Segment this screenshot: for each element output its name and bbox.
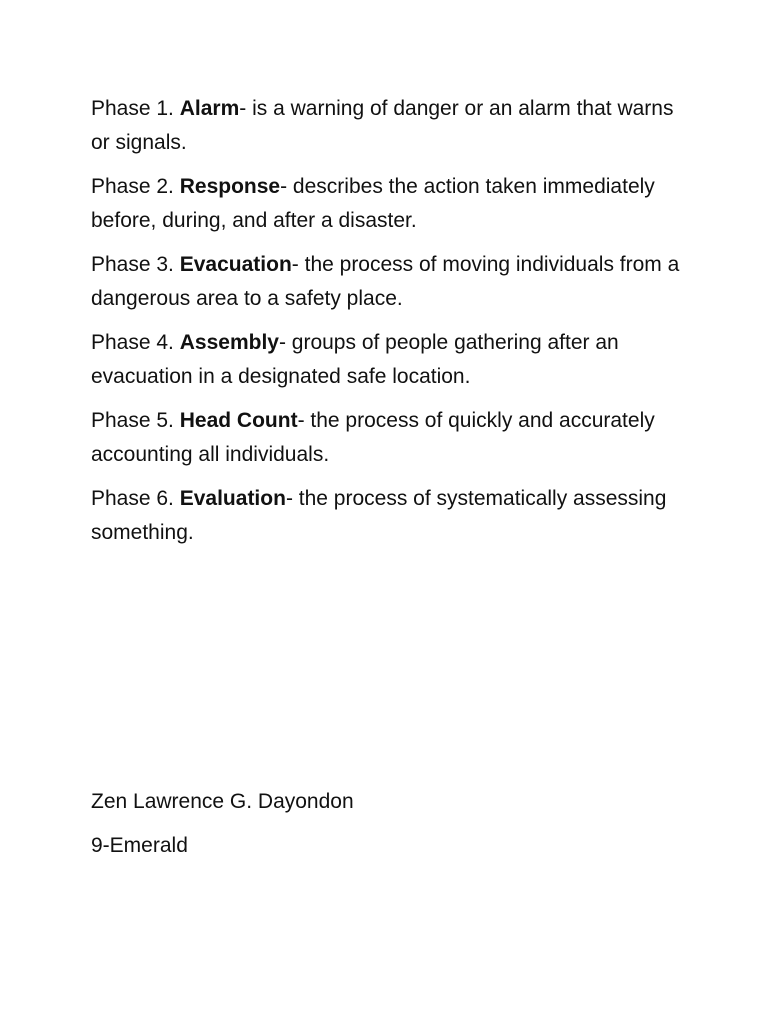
phase-term: Head Count xyxy=(179,409,298,432)
phase-prefix: Phase 1. xyxy=(91,97,180,120)
phase-term: Evaluation xyxy=(179,487,286,510)
phase-item xyxy=(91,482,691,550)
phase-prefix: Phase 6. xyxy=(91,487,180,510)
phase-prefix: Phase 3. xyxy=(91,253,180,276)
phase-prefix: Phase 4. xyxy=(91,331,180,354)
phase-item xyxy=(91,92,691,160)
phase-term: Evacuation xyxy=(179,253,292,276)
phase-definition: - describes the action taken immediately before, during, and after a disaster. xyxy=(91,175,655,232)
phase-prefix: Phase 2. xyxy=(91,175,180,198)
phase-list xyxy=(91,92,691,560)
phase-definition: - the process of systematically assessing something. xyxy=(91,487,667,544)
phase-definition: - is a warning of danger or an alarm that warns or signals. xyxy=(91,97,674,154)
phase-definition: - groups of people gathering after an evacuation in a designated safe location. xyxy=(91,331,619,388)
author-name: Zen Lawrence G. Dayondon xyxy=(91,790,354,813)
phase-term: Alarm xyxy=(179,97,240,120)
phase-item xyxy=(91,326,691,394)
phase-definition: - the process of moving individuals from a dangerous area to a safety place. xyxy=(91,253,680,310)
phase-item xyxy=(91,404,691,472)
phase-prefix: Phase 5. xyxy=(91,409,180,432)
signature-block xyxy=(91,785,691,873)
phase-term: Assembly xyxy=(179,331,279,354)
phase-item xyxy=(91,248,691,316)
author-section: 9-Emerald xyxy=(91,834,188,857)
phase-term: Response xyxy=(179,175,281,198)
phase-definition: - the process of quickly and accurately accounting all individuals. xyxy=(91,409,655,466)
phase-item xyxy=(91,170,691,238)
